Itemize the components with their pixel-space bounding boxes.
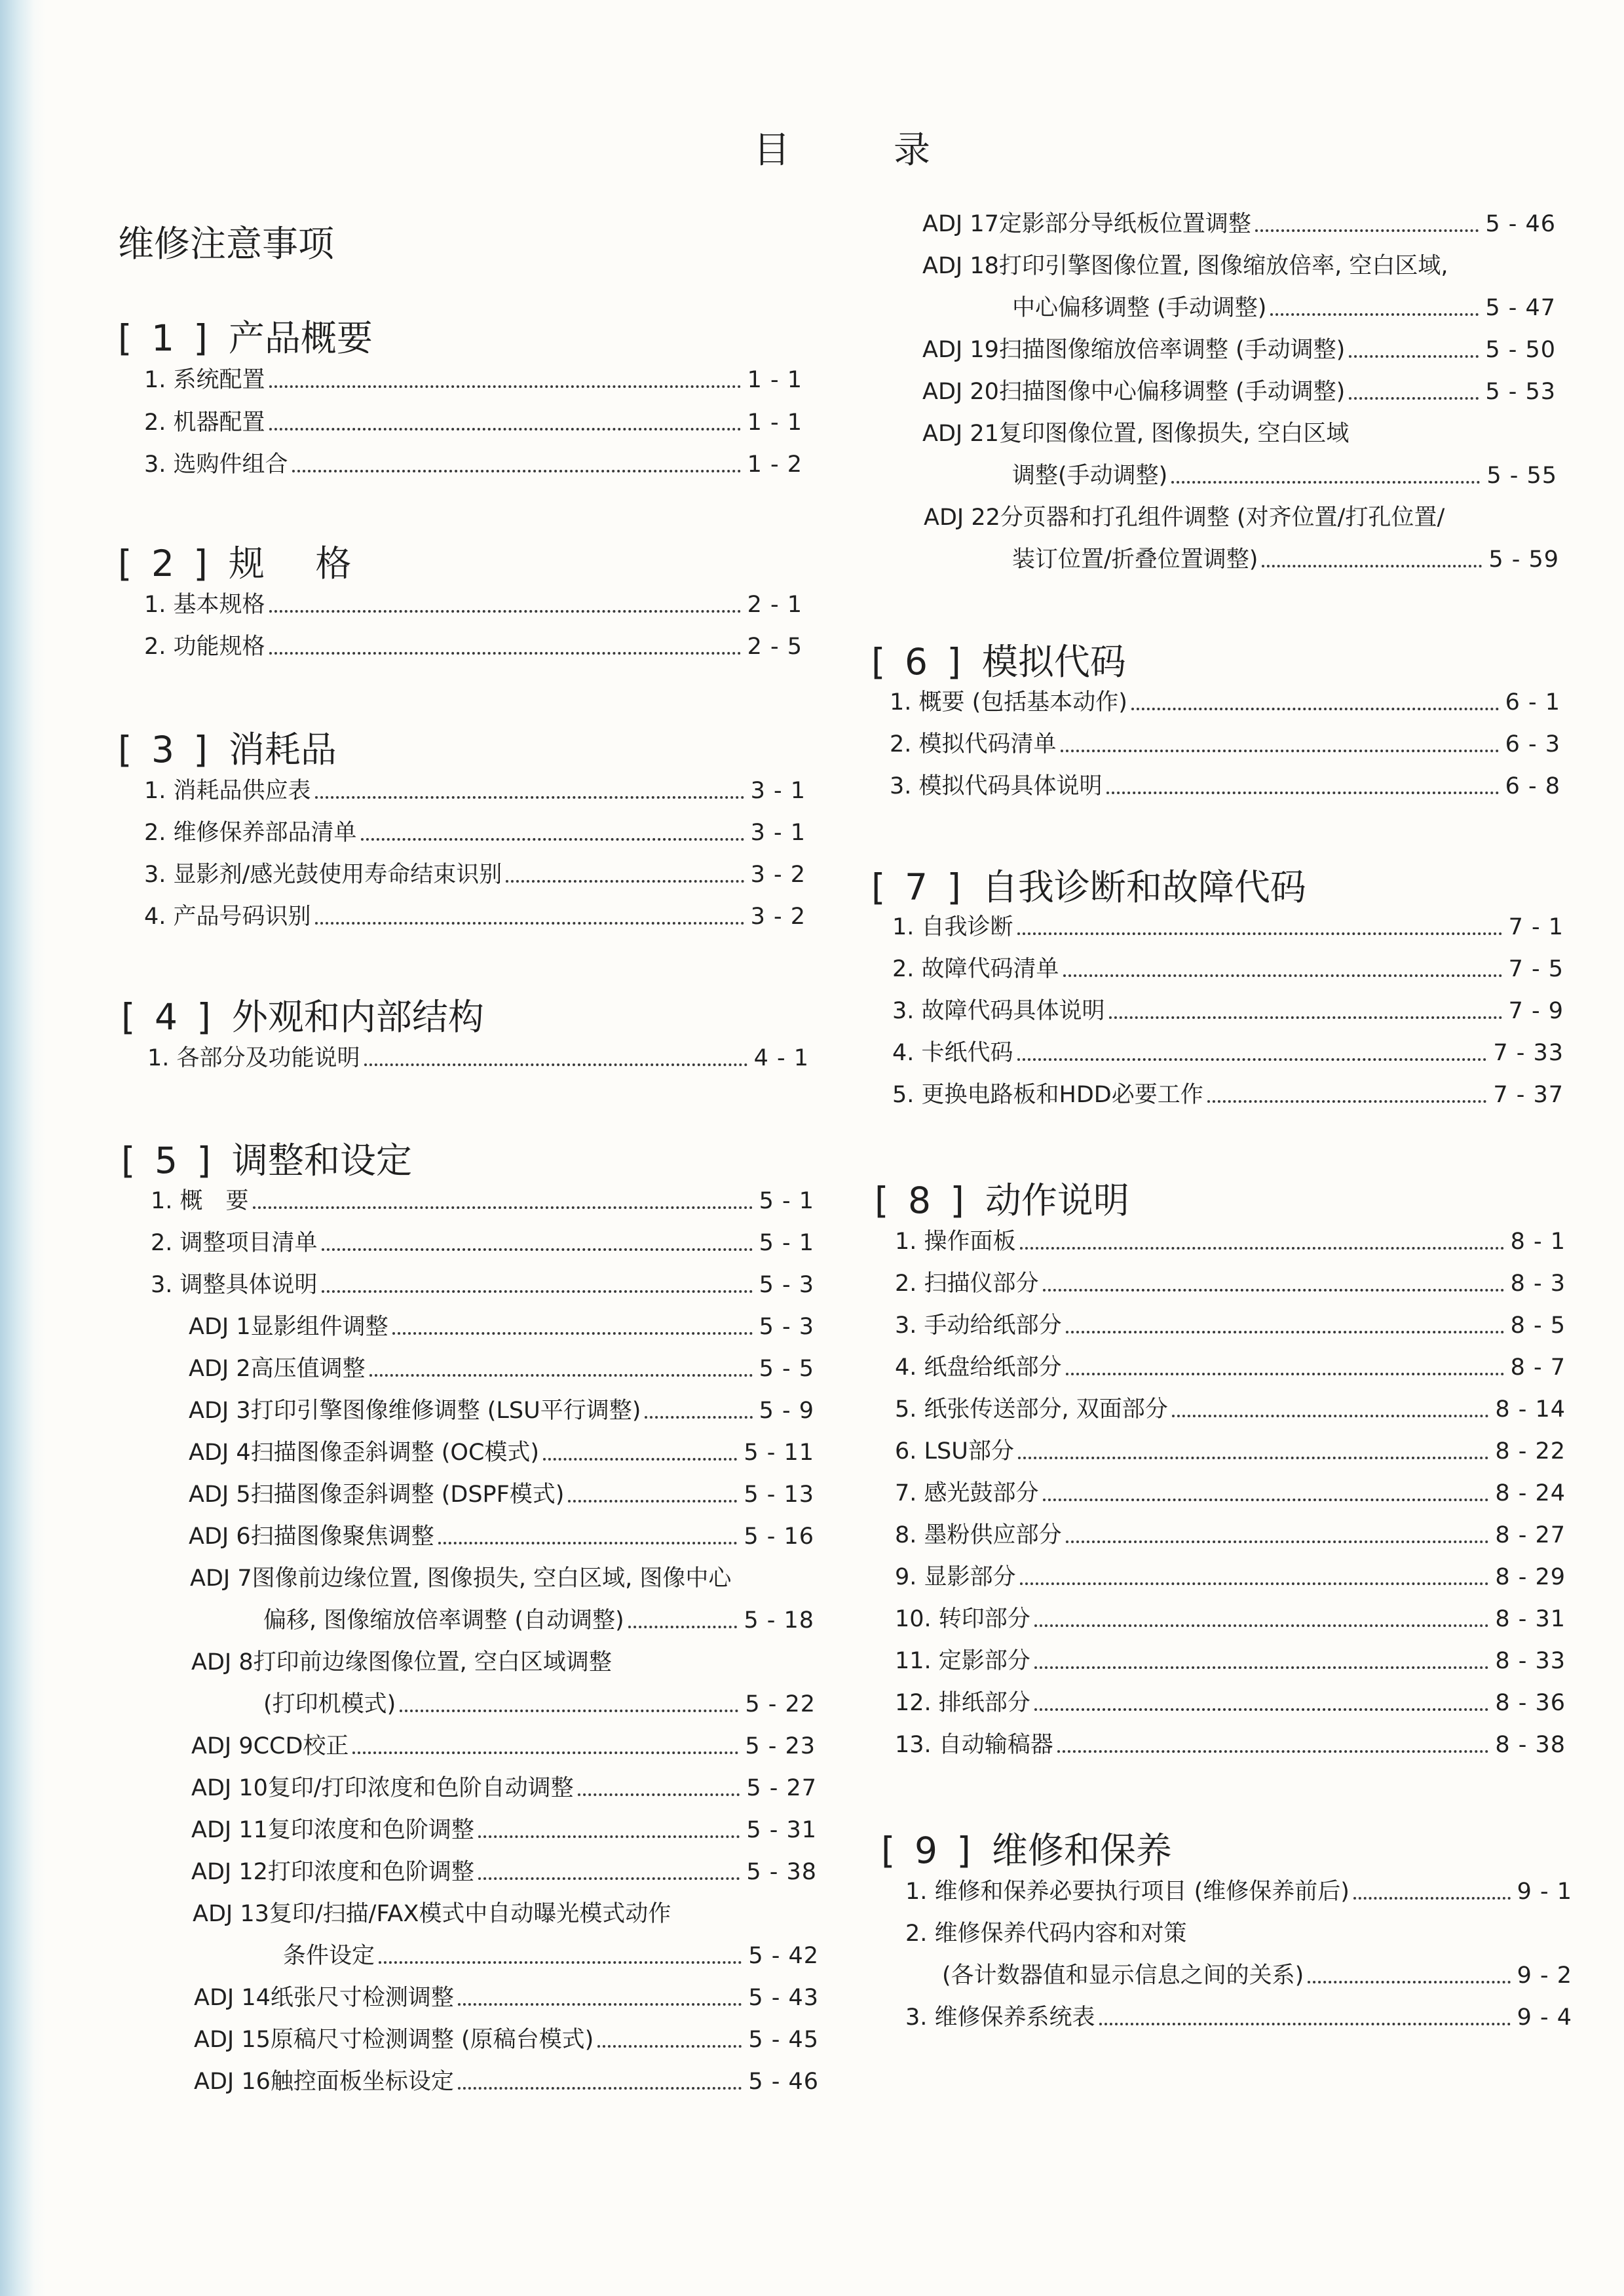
toc-entry-label: 11. 定影部分 <box>895 1648 1030 1674</box>
toc-entry[interactable] <box>895 1398 1566 1421</box>
toc-entry-page: 5 - 53 <box>1485 379 1556 405</box>
toc-entry-page: 3 - 1 <box>750 820 806 846</box>
toc-entry-label: 3. 手动给纸部分 <box>895 1312 1062 1339</box>
dot-leader <box>597 2045 742 2048</box>
toc-entry-page: 5 - 46 <box>1485 211 1556 237</box>
dot-leader <box>1262 565 1482 567</box>
toc-entry-label: 3. 调整具体说明 <box>151 1272 318 1298</box>
toc-entry-page: 6 - 3 <box>1505 731 1560 757</box>
section-title: 动作说明 <box>985 1179 1129 1221</box>
toc-entry-label: 3. 选购件组合 <box>144 451 288 478</box>
toc-entry[interactable] <box>194 2029 819 2052</box>
toc-entry-label: 2. 故障代码清单 <box>892 956 1059 982</box>
section-title: 模拟代码 <box>981 641 1126 683</box>
toc-entry-page: 1 - 1 <box>747 367 803 393</box>
section-heading-4 <box>121 988 484 1040</box>
dot-leader <box>392 1332 753 1335</box>
page-edge-stain <box>0 0 46 2296</box>
toc-entry-label: 条件设定 <box>283 1943 375 1969</box>
toc-entry[interactable] <box>890 733 1560 756</box>
toc-entry-page: 9 - 4 <box>1517 2004 1572 2031</box>
dot-leader <box>315 922 744 925</box>
section-number: [ 6 ] <box>871 641 965 683</box>
dot-leader <box>458 2087 742 2090</box>
section-number: [ 7 ] <box>871 866 965 908</box>
toc-entry-page: 8 - 5 <box>1510 1312 1566 1339</box>
toc-entry[interactable] <box>151 1232 814 1255</box>
toc-entry-page: 3 - 2 <box>750 862 806 888</box>
section-heading-5 <box>121 1132 412 1183</box>
toc-entry[interactable] <box>144 453 803 476</box>
section-number: [ 2 ] <box>118 543 212 584</box>
toc-entry-page: 3 - 1 <box>750 778 806 804</box>
toc-entry[interactable] <box>194 2071 819 2094</box>
toc-entry-page: 2 - 1 <box>747 592 803 618</box>
dot-leader <box>364 1063 747 1066</box>
intro-heading: 维修注意事项 <box>118 223 335 265</box>
toc-entry-page: 5 - 23 <box>745 1733 816 1759</box>
toc-entry[interactable] <box>1012 548 1559 571</box>
toc-entry-page: 5 - 55 <box>1486 463 1557 489</box>
toc-entry-label: ADJ 20扫描图像中心偏移调整 (手动调整) <box>922 379 1346 405</box>
dot-leader <box>645 1416 752 1419</box>
dot-leader <box>269 428 741 430</box>
dot-leader <box>1099 2023 1511 2025</box>
section-heading-8 <box>875 1172 1129 1223</box>
toc-entry[interactable] <box>283 1945 819 1968</box>
toc-entry-label: 10. 转印部分 <box>895 1606 1030 1632</box>
toc-entry-page: 5 - 22 <box>745 1691 816 1717</box>
dot-leader <box>1171 481 1480 484</box>
toc-entry[interactable] <box>922 381 1556 404</box>
toc-entry[interactable] <box>189 1483 814 1506</box>
dot-leader <box>1255 229 1479 232</box>
toc-entry[interactable] <box>895 1734 1566 1757</box>
toc-entry-page: 5 - 50 <box>1485 337 1556 363</box>
toc-entry[interactable] <box>191 1735 816 1758</box>
section-title: 自我诊断和故障代码 <box>981 866 1306 908</box>
toc-entry-label: ADJ 14纸张尺寸检测调整 <box>194 1985 454 2011</box>
toc-entry-page: 5 - 43 <box>748 1985 819 2011</box>
toc-entry-label: 6. LSU部分 <box>895 1438 1014 1464</box>
toc-entry[interactable] <box>892 1084 1564 1107</box>
dot-leader <box>292 470 741 472</box>
toc-entry-label: ADJ 19扫描图像缩放倍率调整 (手动调整) <box>922 337 1346 363</box>
dot-leader <box>568 1500 737 1502</box>
toc-entry-page: 5 - 42 <box>748 1943 819 1969</box>
dot-leader <box>1061 750 1499 752</box>
toc-entry-page: 4 - 1 <box>753 1045 809 1071</box>
dot-leader <box>1349 355 1479 358</box>
section-title: 消耗品 <box>228 729 337 771</box>
toc-entry[interactable] <box>189 1400 814 1423</box>
dot-leader <box>1131 708 1499 710</box>
dot-leader <box>1063 974 1502 977</box>
toc-entry-page: 5 - 46 <box>748 2069 819 2095</box>
toc-entry-page: 8 - 22 <box>1495 1438 1566 1464</box>
toc-entry[interactable] <box>144 369 803 392</box>
toc-entry[interactable] <box>895 1440 1566 1463</box>
toc-entry-label: 1. 消耗品供应表 <box>144 778 311 804</box>
toc-entry-label: 1. 系统配置 <box>144 367 265 393</box>
dot-leader <box>1308 1981 1510 1983</box>
toc-entry[interactable] <box>144 636 803 659</box>
toc-entry[interactable] <box>905 1881 1572 1904</box>
toc-entry[interactable] <box>892 1042 1564 1065</box>
toc-entry[interactable] <box>890 775 1560 798</box>
toc-entry-label: ADJ 4扫描图像歪斜调整 (OC模式) <box>189 1440 540 1466</box>
toc-entry-page: 5 - 45 <box>748 2027 819 2053</box>
dot-leader <box>1172 1415 1489 1417</box>
toc-entry-page: 5 - 18 <box>744 1607 814 1634</box>
dot-leader <box>400 1710 738 1712</box>
dot-leader <box>1109 1016 1502 1019</box>
dot-leader <box>1270 313 1479 316</box>
toc-entry[interactable] <box>189 1358 814 1381</box>
toc-entry-label: 5. 更换电路板和HDD必要工作 <box>892 1082 1203 1108</box>
toc-entry[interactable] <box>144 780 806 803</box>
toc-entry-label: 4. 产品号码识别 <box>144 904 311 930</box>
toc-entry-page: 5 - 11 <box>744 1440 814 1466</box>
dot-leader <box>478 1835 740 1838</box>
page-title <box>753 121 930 174</box>
section-number: [ 9 ] <box>881 1829 975 1871</box>
dot-leader <box>1057 1750 1489 1753</box>
toc-entry[interactable] <box>191 1861 817 1884</box>
toc-entry-label-line[interactable]: 2. 维修保养代码内容和对策 <box>905 1921 1187 1947</box>
toc-entry[interactable] <box>263 1693 816 1716</box>
dot-leader <box>628 1626 738 1628</box>
toc-entry-label-line[interactable]: ADJ 8打印前边缘图像位置, 空白区域调整 <box>191 1649 612 1675</box>
toc-entry[interactable] <box>151 1190 814 1213</box>
toc-entry-page: 5 - 38 <box>746 1859 817 1885</box>
section-number: [ 4 ] <box>121 996 215 1038</box>
section-number: [ 3 ] <box>118 729 212 771</box>
toc-entry-label: 4. 纸盘给纸部分 <box>895 1354 1062 1381</box>
toc-entry-label: 2. 调整项目清单 <box>151 1230 318 1256</box>
toc-entry[interactable] <box>895 1272 1566 1295</box>
toc-entry-label: ADJ 15原稿尺寸检测调整 (原稿台模式) <box>194 2027 594 2053</box>
toc-entry-page: 5 - 3 <box>759 1272 814 1298</box>
toc-entry[interactable] <box>895 1524 1566 1547</box>
toc-entry[interactable] <box>892 1000 1564 1023</box>
toc-entry-page: 5 - 9 <box>759 1398 814 1424</box>
toc-entry-label: ADJ 10复印/打印浓度和色阶自动调整 <box>191 1775 574 1801</box>
dot-leader <box>269 610 741 613</box>
dot-leader <box>379 1961 742 1964</box>
dot-leader <box>322 1290 753 1293</box>
toc-entry-label: ADJ 5扫描图像歪斜调整 (DSPF模式) <box>189 1482 565 1508</box>
dot-leader <box>1349 397 1479 400</box>
toc-entry[interactable] <box>922 339 1556 362</box>
page-title-char: 目 <box>753 129 790 172</box>
toc-entry-label: 1. 各部分及功能说明 <box>147 1045 360 1071</box>
section-heading-2 <box>118 535 371 586</box>
toc-entry[interactable] <box>191 1819 817 1842</box>
toc-entry-label: 装订位置/折叠位置调整) <box>1012 546 1258 573</box>
toc-entry[interactable] <box>189 1525 814 1548</box>
dot-leader <box>1353 1897 1511 1900</box>
dot-leader <box>369 1374 753 1377</box>
dot-leader <box>1043 1289 1504 1292</box>
dot-leader <box>543 1458 737 1461</box>
toc-entry[interactable] <box>892 958 1564 981</box>
dot-leader <box>352 1751 738 1754</box>
dot-leader <box>1017 932 1502 935</box>
dot-leader <box>1017 1058 1487 1061</box>
toc-entry[interactable] <box>1012 297 1556 320</box>
toc-entry[interactable] <box>895 1482 1566 1505</box>
dot-leader <box>253 1206 753 1209</box>
section-number: [ 5 ] <box>121 1139 215 1181</box>
toc-entry-label-line[interactable]: ADJ 13复印/扫描/FAX模式中自动曝光模式动作 <box>193 1901 671 1927</box>
toc-entry-page: 8 - 7 <box>1510 1354 1566 1381</box>
toc-entry-page: 5 - 5 <box>759 1356 814 1382</box>
toc-entry-page: 8 - 29 <box>1495 1564 1566 1590</box>
toc-entry-label: 1. 自我诊断 <box>892 914 1013 940</box>
dot-leader <box>1034 1624 1489 1627</box>
dot-leader <box>1066 1331 1504 1333</box>
toc-entry-page: 9 - 2 <box>1517 1962 1572 1989</box>
toc-entry-page: 3 - 2 <box>750 904 806 930</box>
toc-entry-page: 8 - 33 <box>1495 1648 1566 1674</box>
toc-entry-label: 7. 感光鼓部分 <box>895 1480 1039 1506</box>
toc-entry[interactable] <box>151 1274 814 1297</box>
dot-leader <box>1066 1540 1489 1543</box>
toc-entry-label: ADJ 16触控面板坐标设定 <box>194 2069 454 2095</box>
toc-entry-page: 1 - 1 <box>747 410 803 436</box>
dot-leader <box>506 880 744 883</box>
toc-entry[interactable] <box>194 1987 819 2010</box>
toc-entry[interactable] <box>895 1566 1566 1589</box>
toc-entry[interactable] <box>189 1442 814 1464</box>
toc-entry-label: 13. 自动输稿器 <box>895 1732 1053 1758</box>
dot-leader <box>578 1793 740 1796</box>
dot-leader <box>1020 1582 1489 1585</box>
toc-entry-page: 8 - 24 <box>1495 1480 1566 1506</box>
toc-entry-label: (打印机模式) <box>263 1691 396 1717</box>
toc-entry-label: 12. 排纸部分 <box>895 1690 1030 1716</box>
section-heading-3 <box>118 721 337 773</box>
dot-leader <box>315 796 744 799</box>
toc-entry[interactable] <box>895 1650 1566 1673</box>
toc-entry-label: 1. 概 要 <box>151 1188 249 1214</box>
toc-entry-page: 5 - 31 <box>746 1817 817 1843</box>
section-title: 调整和设定 <box>231 1139 412 1181</box>
toc-entry-label: 1. 基本规格 <box>144 592 265 618</box>
dot-leader <box>458 2003 742 2006</box>
toc-entry-label: 1. 维修和保养必要执行项目 (维修保养前后) <box>905 1879 1350 1905</box>
toc-entry-page: 8 - 31 <box>1495 1606 1566 1632</box>
toc-entry-label: 3. 显影剂/感光鼓使用寿命结束识别 <box>144 862 502 888</box>
section-heading-9 <box>881 1822 1172 1873</box>
toc-entry-label-line[interactable]: ADJ 22分页器和打孔组件调整 (对齐位置/打孔位置/ <box>924 505 1445 531</box>
toc-entry-label: 1. 概要 (包括基本动作) <box>890 689 1127 716</box>
page-title-char: 录 <box>894 129 930 172</box>
dot-leader <box>269 652 741 655</box>
toc-entry-page: 9 - 1 <box>1517 1879 1572 1905</box>
section-title: 外观和内部结构 <box>231 996 484 1038</box>
toc-entry[interactable] <box>189 1316 814 1339</box>
section-number: [ 1 ] <box>118 317 212 359</box>
toc-entry-page: 5 - 27 <box>746 1775 817 1801</box>
toc-entry-label: 3. 故障代码具体说明 <box>892 998 1105 1024</box>
section-heading-7 <box>871 858 1306 910</box>
toc-entry[interactable] <box>892 916 1564 939</box>
toc-entry-page: 8 - 27 <box>1495 1522 1566 1548</box>
toc-entry-label: 5. 纸张传送部分, 双面部分 <box>895 1396 1168 1423</box>
section-number: [ 8 ] <box>875 1179 968 1221</box>
dot-leader <box>1066 1373 1504 1375</box>
toc-entry-label: 2. 功能规格 <box>144 634 265 660</box>
toc-entry-page: 5 - 59 <box>1488 546 1559 573</box>
toc-entry[interactable] <box>144 906 806 928</box>
toc-entry[interactable] <box>922 213 1556 236</box>
toc-entry-page: 8 - 3 <box>1510 1271 1566 1297</box>
toc-entry[interactable] <box>895 1356 1566 1379</box>
dot-leader <box>361 838 744 841</box>
toc-entry-label: ADJ 1显影组件调整 <box>189 1314 388 1340</box>
toc-entry-label: ADJ 2高压值调整 <box>189 1356 366 1382</box>
toc-entry[interactable] <box>144 411 803 434</box>
toc-entry[interactable] <box>895 1692 1566 1715</box>
toc-entry[interactable] <box>895 1314 1566 1337</box>
toc-entry-page: 7 - 9 <box>1508 998 1564 1024</box>
toc-entry-label: ADJ 6扫描图像聚焦调整 <box>189 1523 434 1550</box>
toc-entry-page: 5 - 16 <box>744 1523 814 1550</box>
toc-entry[interactable] <box>144 822 806 845</box>
toc-entry-page: 1 - 2 <box>747 451 803 478</box>
toc-entry-label: 3. 模拟代码具体说明 <box>890 773 1103 799</box>
toc-entry-page: 7 - 37 <box>1493 1082 1564 1108</box>
toc-entry-label: 调整(手动调整) <box>1012 463 1168 489</box>
toc-entry-page: 6 - 8 <box>1505 773 1560 799</box>
dot-leader <box>322 1248 753 1251</box>
toc-entry-label: 3. 维修保养系统表 <box>905 2004 1095 2031</box>
toc-entry-label: 中心偏移调整 (手动调整) <box>1012 295 1267 321</box>
dot-leader <box>1018 1457 1488 1459</box>
dot-leader <box>1034 1666 1489 1669</box>
toc-entry[interactable] <box>191 1777 817 1800</box>
toc-entry[interactable] <box>1012 465 1557 488</box>
toc-entry-label: 2. 扫描仪部分 <box>895 1271 1039 1297</box>
toc-entry-label: ADJ 17定影部分导纸板位置调整 <box>922 211 1251 237</box>
dot-leader <box>1043 1499 1489 1501</box>
section-heading-1 <box>118 309 373 361</box>
toc-entry-page: 7 - 1 <box>1508 914 1564 940</box>
section-title: 规 格 <box>228 543 371 584</box>
toc-entry-page: 8 - 38 <box>1495 1732 1566 1758</box>
toc-entry-label: (各计数器值和显示信息之间的关系) <box>942 1962 1304 1989</box>
toc-entry-page: 6 - 1 <box>1505 689 1560 716</box>
toc-entry-page: 8 - 36 <box>1495 1690 1566 1716</box>
dot-leader <box>1020 1247 1504 1250</box>
dot-leader <box>438 1542 738 1544</box>
toc-entry-label: ADJ 3打印引擎图像维修调整 (LSU平行调整) <box>189 1398 641 1424</box>
dot-leader <box>478 1877 740 1880</box>
toc-entry[interactable] <box>895 1608 1566 1631</box>
toc-entry-label: 2. 维修保养部品清单 <box>144 820 357 846</box>
dot-leader <box>269 385 741 388</box>
toc-entry-page: 5 - 1 <box>759 1230 814 1256</box>
toc-entry-label: ADJ 12打印浓度和色阶调整 <box>191 1859 474 1885</box>
toc-entry[interactable] <box>263 1609 814 1632</box>
toc-entry-label: ADJ 9CCD校正 <box>191 1733 349 1759</box>
toc-entry-label: 9. 显影部分 <box>895 1564 1016 1590</box>
toc-entry-page: 5 - 47 <box>1485 295 1556 321</box>
toc-entry-page: 7 - 5 <box>1508 956 1564 982</box>
toc-entry-page: 8 - 1 <box>1510 1229 1566 1255</box>
toc-entry[interactable] <box>905 2006 1572 2029</box>
toc-entry-label: 2. 机器配置 <box>144 410 265 436</box>
toc-entry-label: 1. 操作面板 <box>895 1229 1016 1255</box>
toc-entry-label: 偏移, 图像缩放倍率调整 (自动调整) <box>263 1607 624 1634</box>
section-title: 维修和保养 <box>991 1829 1172 1871</box>
toc-entry-label-line[interactable]: ADJ 21复印图像位置, 图像损失, 空白区域 <box>922 421 1350 447</box>
section-title: 产品概要 <box>228 317 373 359</box>
toc-entry-page: 5 - 1 <box>759 1188 814 1214</box>
toc-entry-page: 2 - 5 <box>747 634 803 660</box>
toc-entry-label: 2. 模拟代码清单 <box>890 731 1057 757</box>
toc-entry-label: 4. 卡纸代码 <box>892 1040 1013 1066</box>
toc-entry[interactable] <box>144 594 803 617</box>
toc-entry[interactable] <box>147 1047 809 1070</box>
toc-entry[interactable] <box>942 1964 1572 1987</box>
toc-entry-label-line[interactable]: ADJ 7图像前边缘位置, 图像损失, 空白区域, 图像中心 <box>190 1565 732 1592</box>
dot-leader <box>1106 792 1499 794</box>
dot-leader <box>1034 1708 1489 1711</box>
dot-leader <box>1207 1100 1487 1103</box>
toc-entry-label-line[interactable]: ADJ 18打印引擎图像位置, 图像缩放倍率, 空白区域, <box>922 253 1448 279</box>
toc-entry-page: 5 - 3 <box>759 1314 814 1340</box>
toc-entry-page: 5 - 13 <box>744 1482 814 1508</box>
toc-entry-page: 7 - 33 <box>1493 1040 1564 1066</box>
toc-entry-label: ADJ 11复印浓度和色阶调整 <box>191 1817 474 1843</box>
toc-entry[interactable] <box>144 864 806 887</box>
toc-entry[interactable] <box>890 691 1560 714</box>
section-heading-6 <box>871 633 1126 685</box>
toc-entry[interactable] <box>895 1231 1566 1253</box>
toc-entry-page: 8 - 14 <box>1495 1396 1566 1423</box>
toc-entry-label: 8. 墨粉供应部分 <box>895 1522 1062 1548</box>
